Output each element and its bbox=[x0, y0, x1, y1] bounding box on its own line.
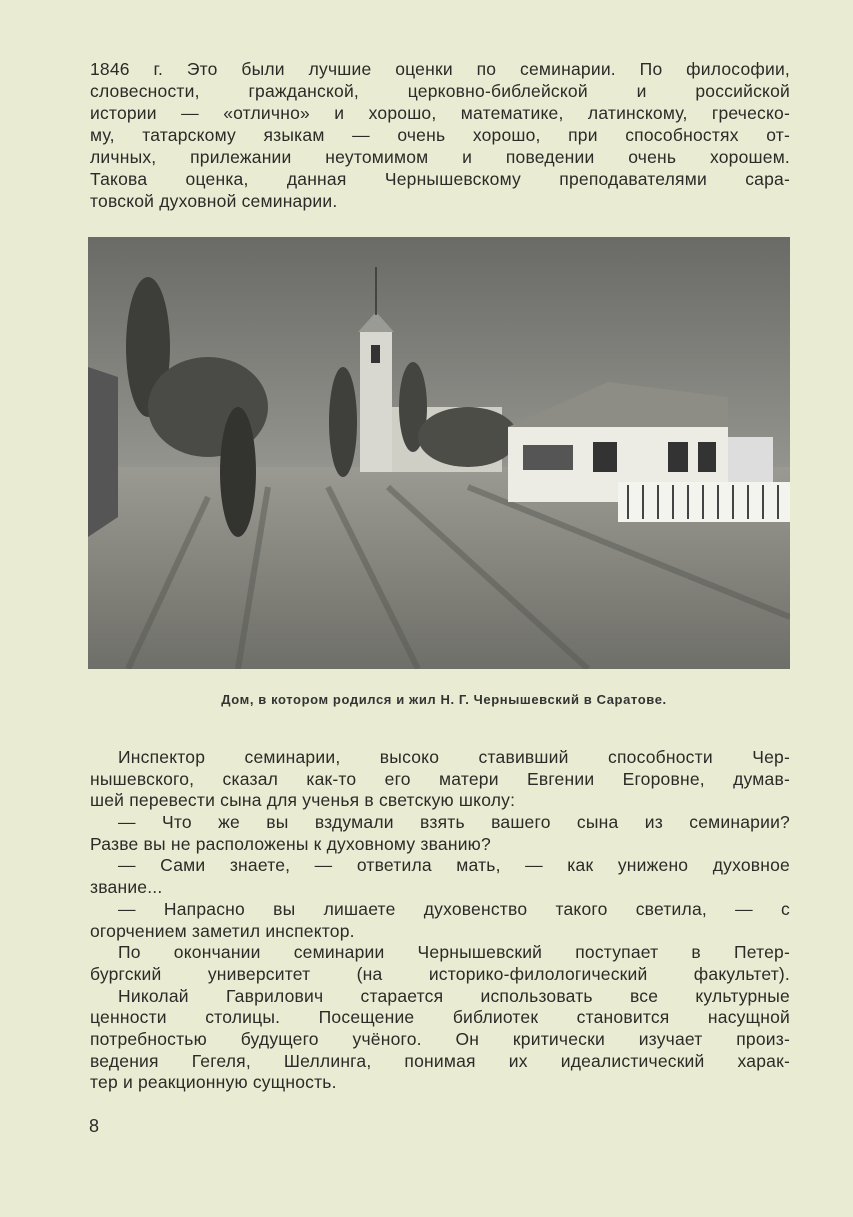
text-line: потребностью будущего учёного. Он критически изучает произ- bbox=[90, 1028, 790, 1049]
photo-caption: Дом, в котором родился и жил Н. Г. Чернышевский в Саратове. bbox=[221, 692, 667, 707]
text-line: огорчением заметил инспектор. bbox=[90, 920, 355, 941]
page-number: 8 bbox=[89, 1116, 100, 1136]
text-line: му, татарскому языкам — очень хорошо, при способностях от- bbox=[90, 125, 790, 145]
text-line: ценности столицы. Посещение библиотек становится насущной bbox=[90, 1007, 790, 1028]
text-line: бургский университет (на историко-филологический факультет). bbox=[90, 963, 790, 984]
text-line: ведения Гегеля, Шеллинга, понимая их идеалистический харак- bbox=[90, 1050, 790, 1071]
tree bbox=[220, 407, 256, 537]
text-line: шей перевести сына для ученья в светскую школу: bbox=[90, 790, 516, 811]
body-text bbox=[90, 747, 790, 1094]
text-line: Николай Гаврилович старается использовать все культурные bbox=[118, 985, 790, 1006]
text-line: — Что же вы вздумали взять вашего сына из семинарии? bbox=[118, 812, 790, 833]
text-line: Разве вы не расположены к духовному званию? bbox=[90, 833, 491, 854]
text-line: звание... bbox=[90, 877, 163, 898]
top-paragraph bbox=[90, 58, 790, 212]
text-line: тер и реакционную сущность. bbox=[90, 1072, 337, 1093]
text-line: По окончании семинарии Чернышевский поступает в Петер- bbox=[118, 942, 790, 963]
text-line: — Напрасно вы лишаете духовенство такого светила, — с bbox=[118, 898, 790, 919]
text-line: истории — «отлично» и хорошо, математике, латинскому, греческо- bbox=[90, 103, 790, 123]
text-line: личных, прилежании неутомимом и поведении очень хорошем. bbox=[90, 147, 790, 167]
text-line: товской духовной семинарии. bbox=[90, 191, 338, 211]
text-line: — Сами знаете, — ответила мать, — как унижено духовное bbox=[118, 855, 790, 876]
text-line: 1846 г. Это были лучшие оценки по семинарии. По философии, bbox=[90, 59, 790, 79]
text-line: нышевского, сказал как-то его матери Евгении Егоровне, думав- bbox=[90, 768, 790, 789]
text-line: словесности, гражданской, церковно-библейской и российской bbox=[90, 81, 790, 101]
left-fence bbox=[88, 367, 118, 537]
text-line: Такова оценка, данная Чернышевскому преподавателями сара- bbox=[90, 169, 790, 189]
text-line: Инспектор семинарии, высоко ставивший способности Чер- bbox=[118, 747, 790, 767]
house-photo bbox=[88, 237, 790, 669]
